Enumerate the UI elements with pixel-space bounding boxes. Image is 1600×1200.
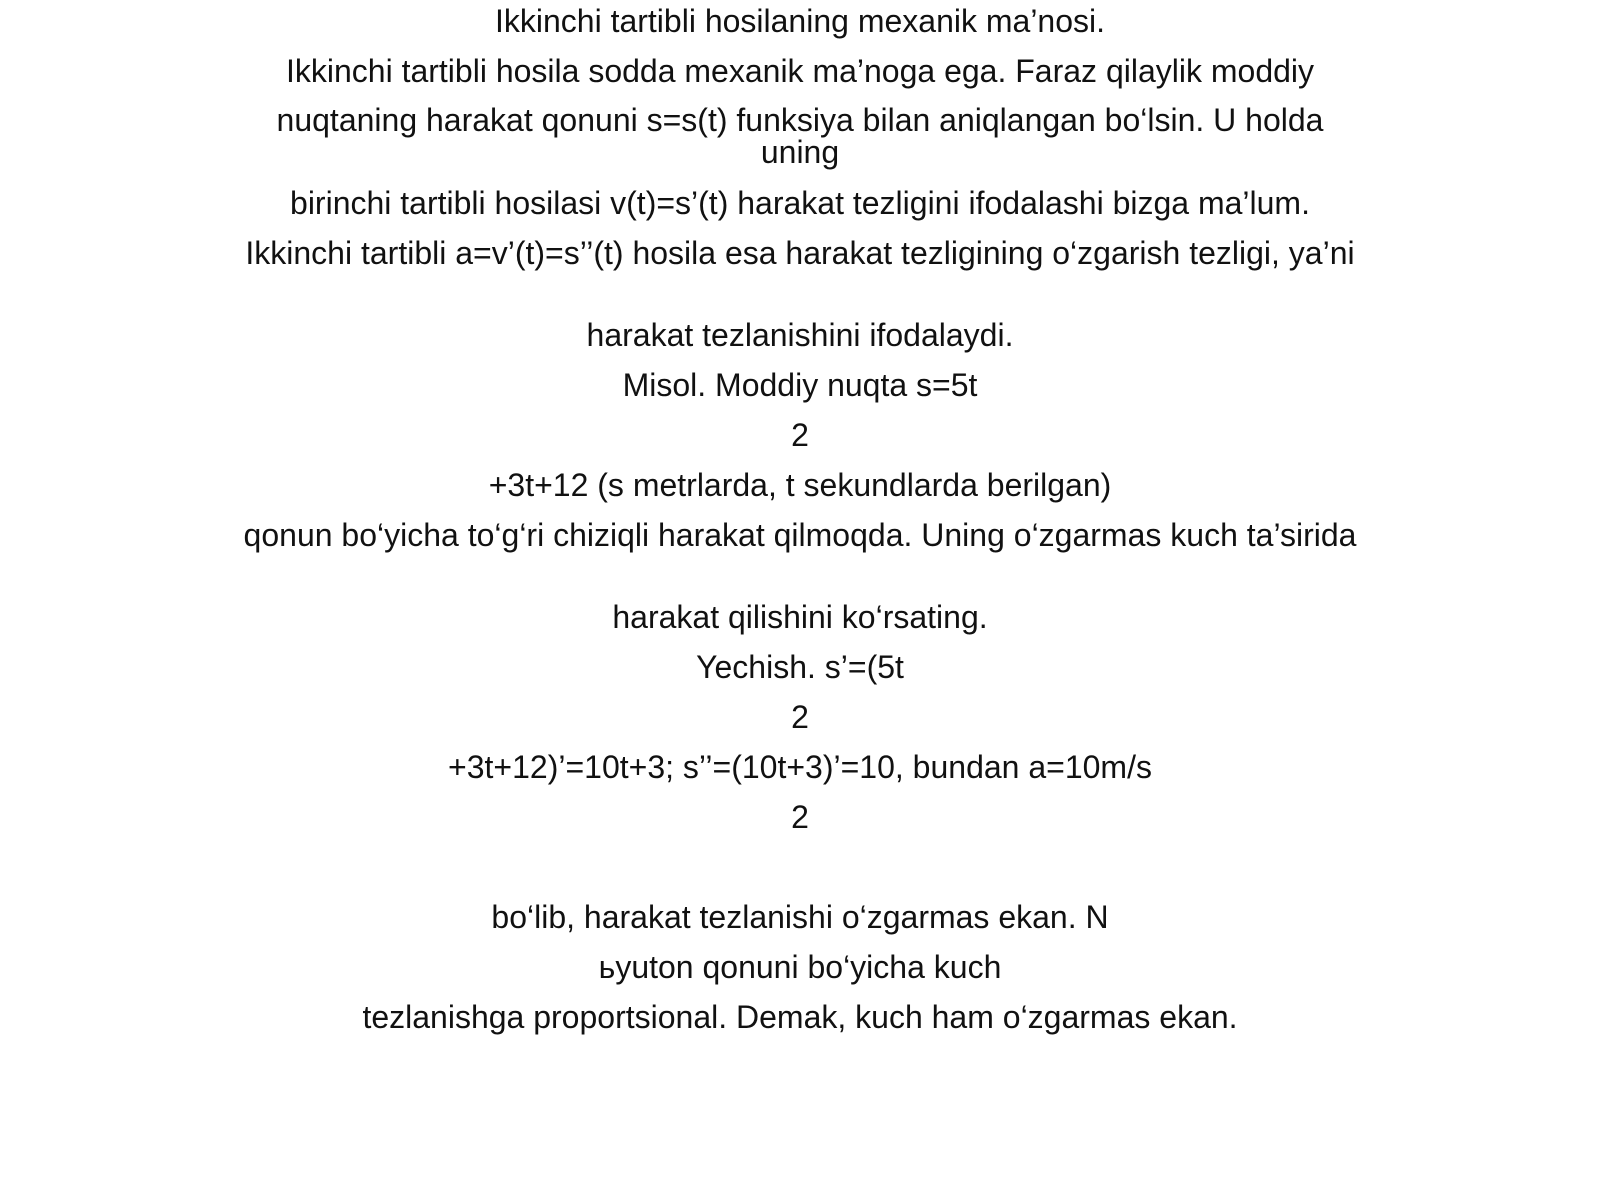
text-line: birinchi tartibli hosilasi v(t)=s’(t) harakat tezligini ifodalashi bizga ma’lum.	[290, 185, 1310, 221]
solution-line: Yechish. s’=(5t	[696, 649, 904, 685]
exponent-line: 2	[791, 799, 809, 835]
text-line-wrapped	[0, 236, 1600, 270]
text-line: ьyuton qonuni bo‘yicha kuch	[598, 949, 1002, 985]
text-line: nuqtaning harakat qonuni s=s(t) funksiya bilan aniqlangan bo‘lsin. U holda uning	[276, 102, 1324, 170]
exponent-line: 2	[791, 699, 809, 735]
example-line: Misol. Moddiy nuqta s=5t	[622, 367, 978, 403]
text-line: Ikkinchi tartibli hosila sodda mexanik ma’noga ega. Faraz qilaylik moddiy	[285, 53, 1315, 89]
heading: Ikkinchi tartibli hosilaning mexanik ma’nosi.	[494, 3, 1106, 39]
text-line-wrapped	[0, 518, 1600, 552]
text-line-wrapped	[0, 104, 1600, 169]
text-line: bo‘lib, harakat tezlanishi o‘zgarmas ekan. N	[491, 899, 1109, 935]
text-line: +3t+12 (s metrlarda, t sekundlarda berilgan)	[488, 467, 1112, 503]
text-line: Ikkinchi tartibli a=v’(t)=s’’(t) hosila esa harakat tezligining o‘zgarish tezligi, ya’ni	[245, 235, 1355, 271]
text-line: qonun bo‘yicha to‘g‘ri chiziqli harakat qilmoqda. Uning o‘zgarmas kuch ta’sirida	[243, 517, 1357, 553]
exponent-line: 2	[791, 417, 809, 453]
text-line: +3t+12)’=10t+3; s’’=(10t+3)’=10, bundan a=10m/s	[448, 749, 1152, 785]
text-line: tezlanishga proportsional. Demak, kuch ham o‘zgarmas ekan.	[362, 999, 1238, 1035]
text-line: harakat tezlanishini ifodalaydi.	[586, 317, 1014, 353]
text-line: harakat qilishini ko‘rsating.	[612, 599, 988, 635]
